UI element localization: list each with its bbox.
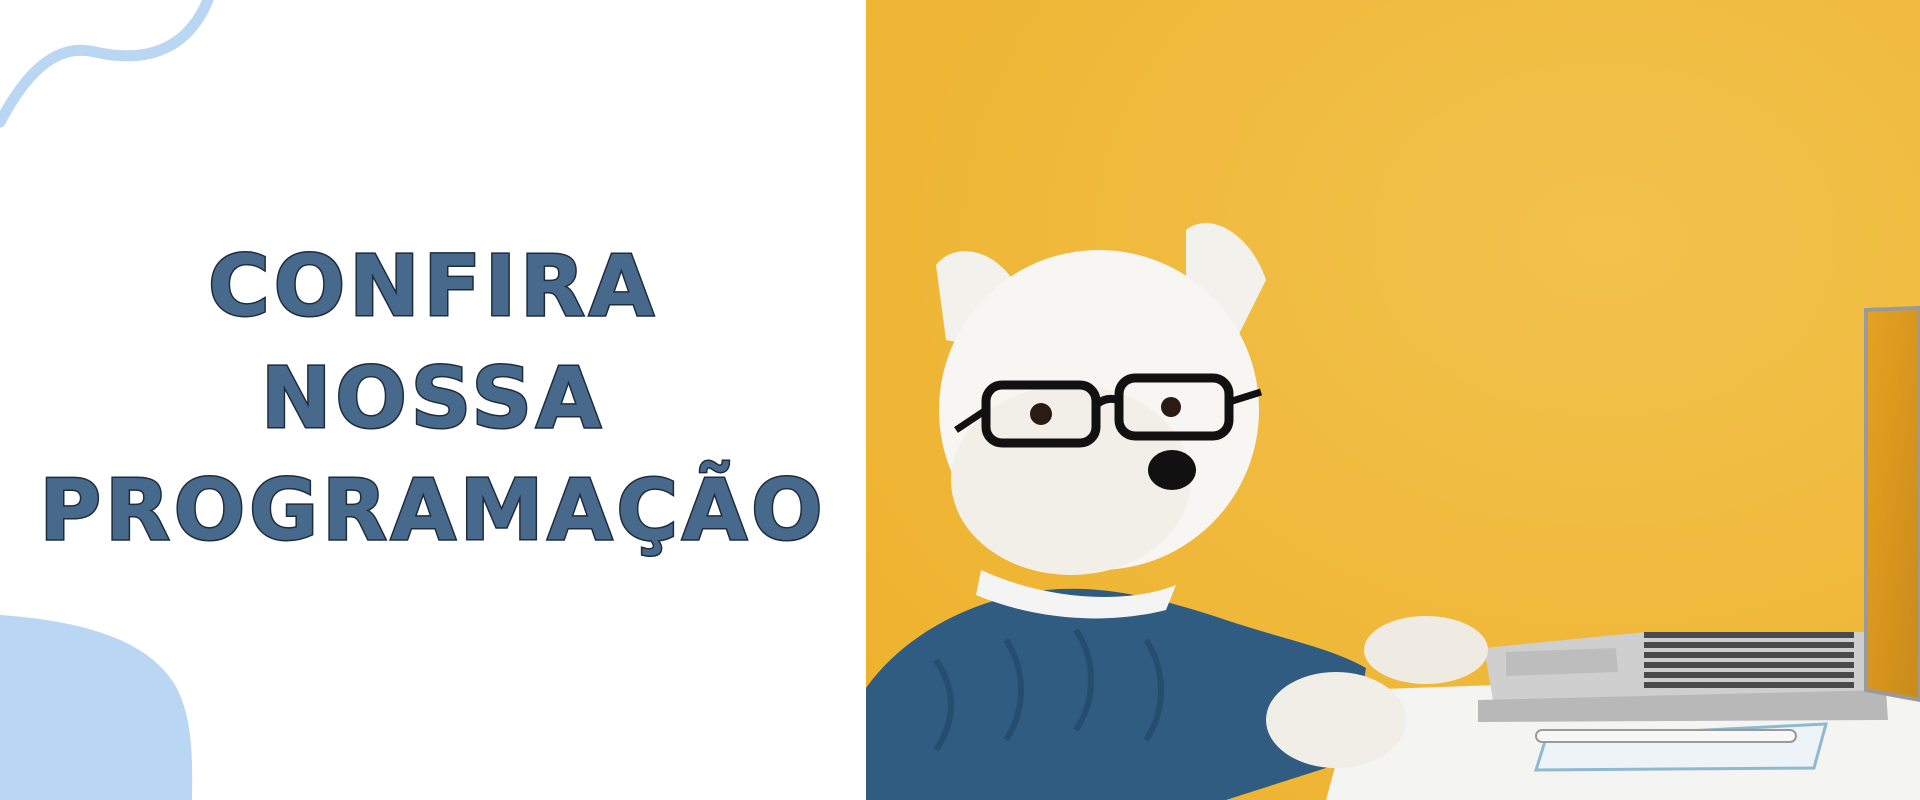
decorative-wave <box>0 0 240 140</box>
hero-photo <box>866 0 1920 800</box>
left-panel <box>0 0 866 800</box>
dog-paw-left <box>1266 672 1406 768</box>
headline <box>0 230 866 566</box>
headline-line-1: CONFIRA <box>208 237 658 335</box>
dog-nose <box>1148 450 1196 490</box>
decorative-blob <box>0 600 200 800</box>
dog-paw-right <box>1364 616 1488 684</box>
headline-line-3: PROGRAMAÇÃO <box>39 461 827 559</box>
headline-line-2: NOSSA <box>261 349 605 447</box>
notebook-and-pen <box>1536 724 1826 770</box>
dog-laptop-illustration <box>866 0 1920 800</box>
